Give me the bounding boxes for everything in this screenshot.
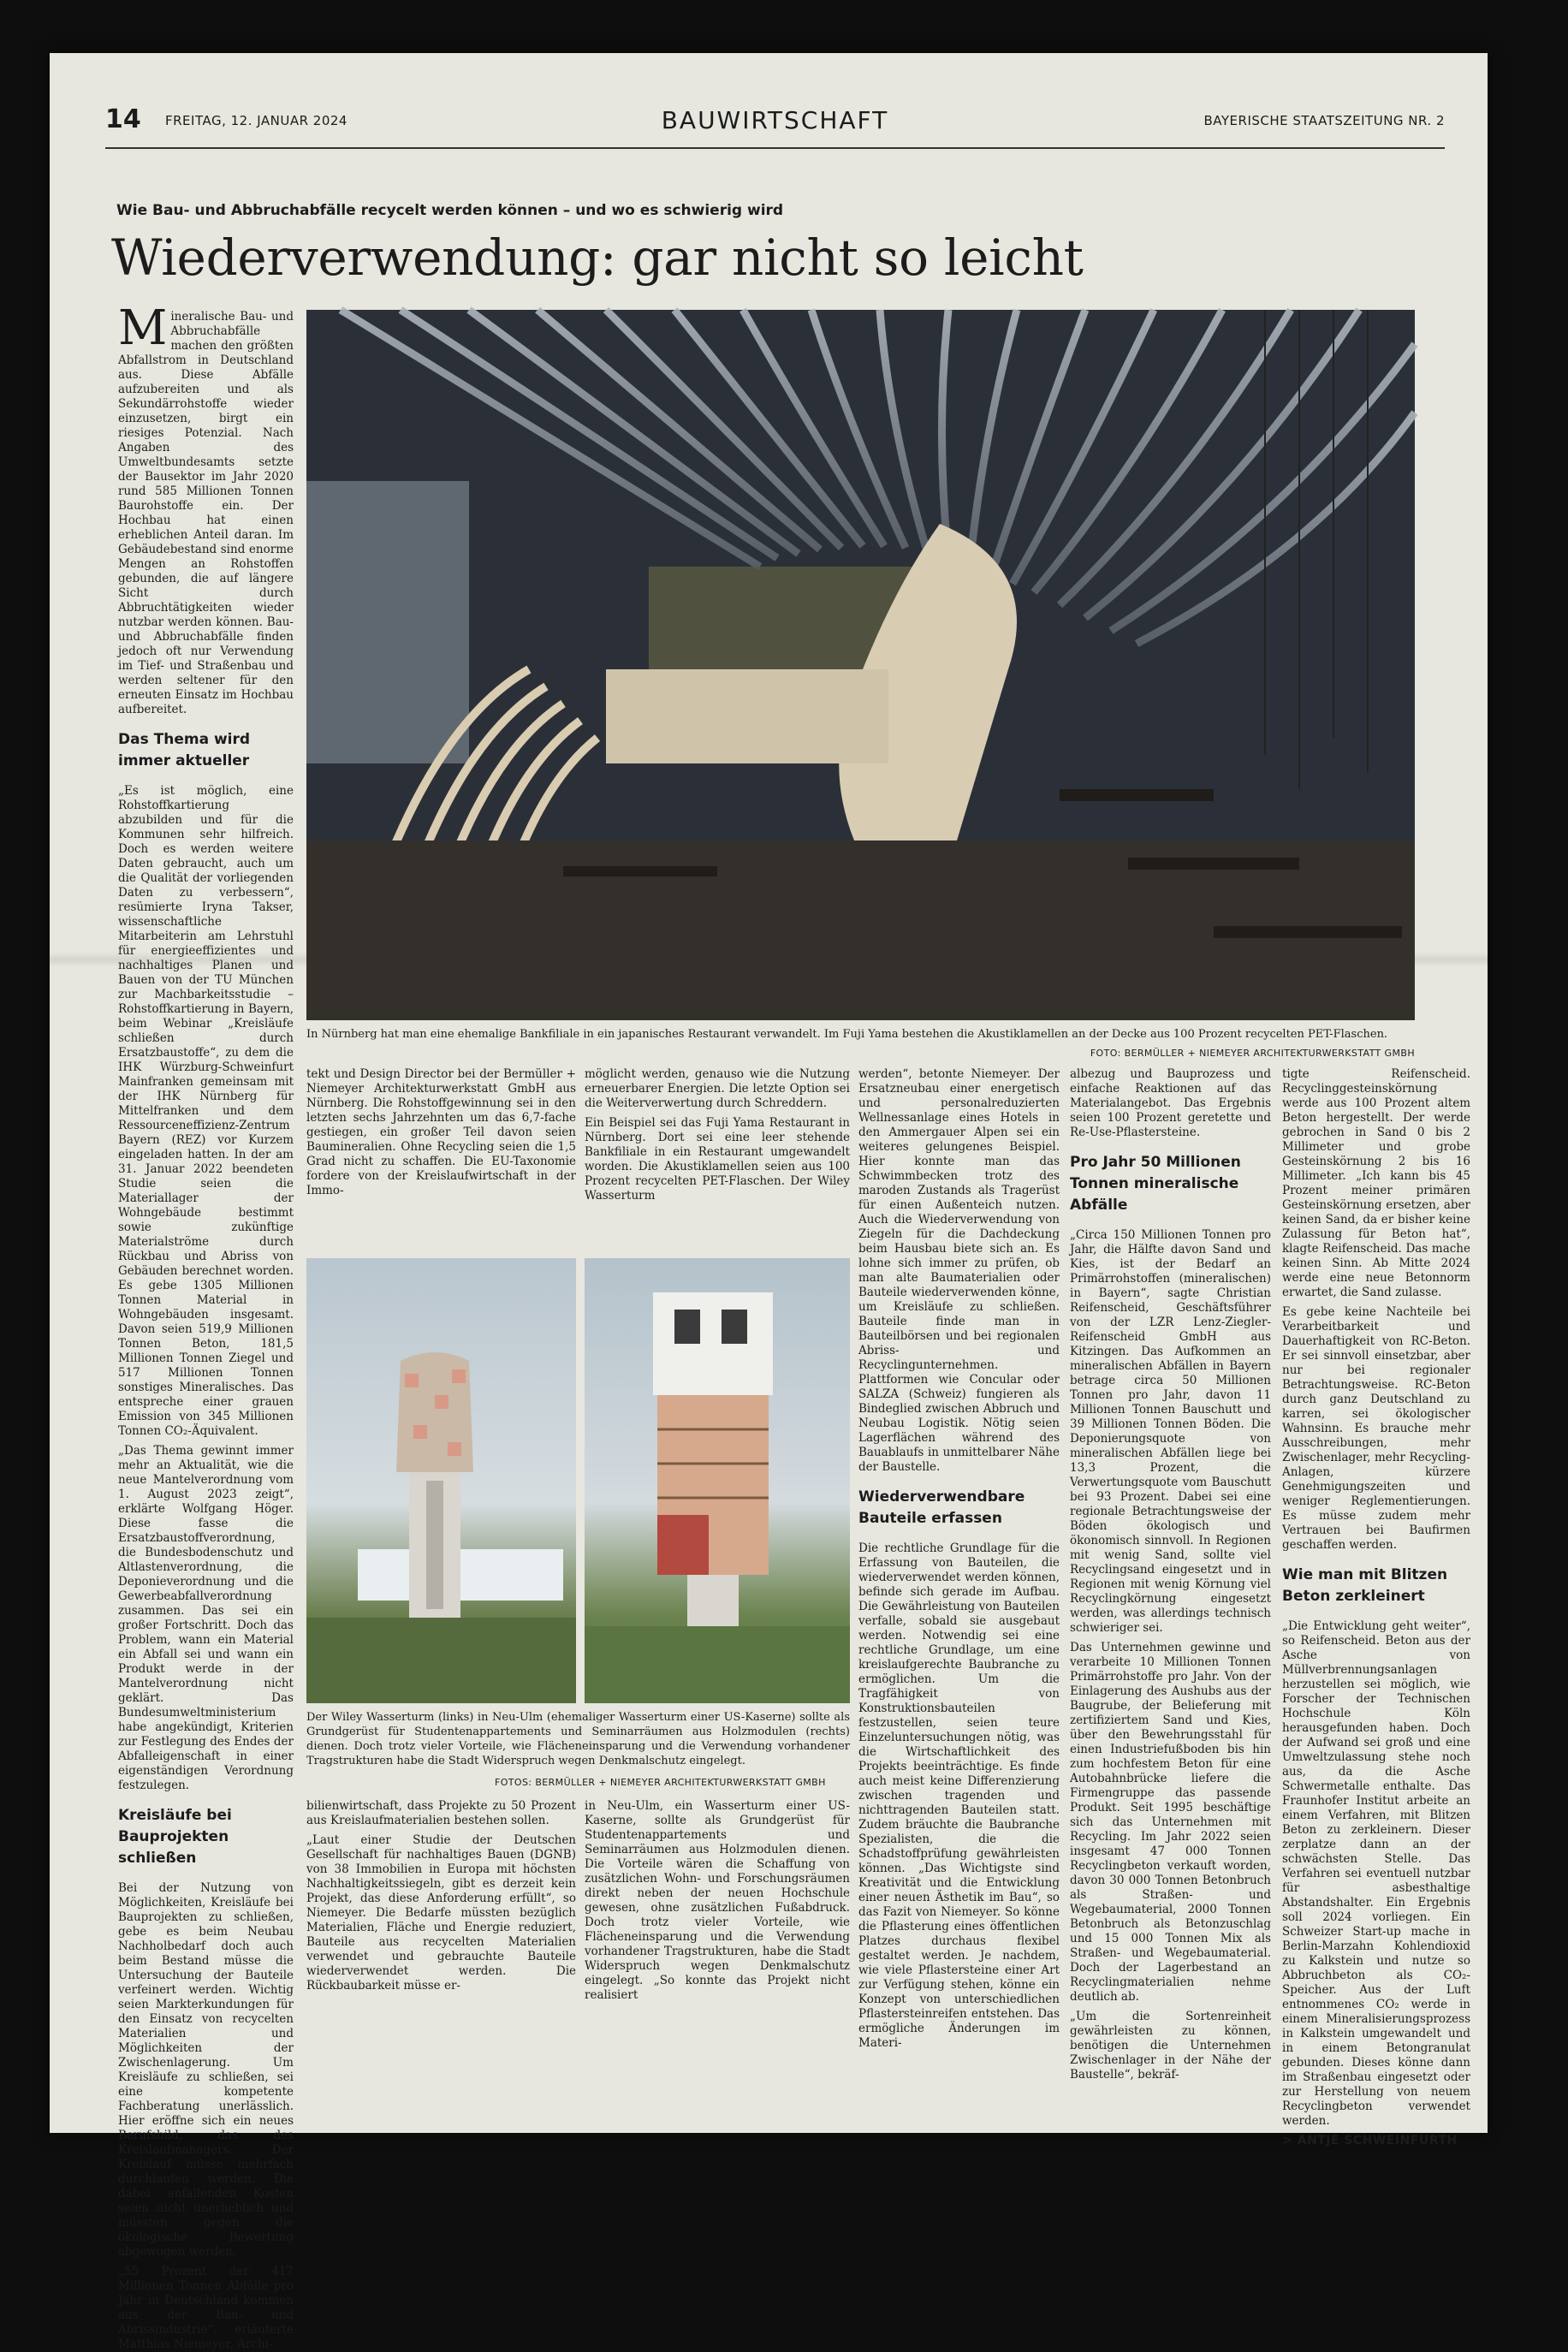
column-2-bottom — [306, 1799, 576, 2103]
timber-module-rendering — [585, 1258, 850, 1703]
tower-photo-credit: FOTOS: BERMÜLLER + NIEMEYER ARCHITEKTURWERKSTATT GMBH — [495, 1777, 826, 1788]
column-3-bottom — [585, 1799, 850, 2103]
restaurant-photo-credit: FOTO: BERMÜLLER + NIEMEYER ARCHITEKTURWERKSTATT GMBH — [1090, 1048, 1415, 1059]
column-6-text — [1282, 1067, 1470, 2147]
subheading-kreislaeufe: Kreisläufe bei Bauprojekten schließen — [118, 1807, 232, 1867]
issue-date: FREITAG, 12. JANUAR 2024 — [165, 113, 347, 128]
column-5 — [1070, 1067, 1271, 2103]
article-kicker: Wie Bau- und Abbruchabfälle recycelt werden können – und wo es schwierig wird — [116, 202, 784, 219]
page-number: 14 — [105, 104, 141, 134]
restaurant-interior-illustration — [306, 310, 1415, 1020]
subheading-tonnen: Pro Jahr 50 Millionen Tonnen mineralische Abfälle — [1070, 1154, 1241, 1214]
intro-paragraph: Mineralische Bau- und Abbruchabfälle machen den größten Abfallstrom in Deutschland aus. Diese Abfälle aufzubereiten und als Sekundärrohstoffe wieder einzusetzen, birgt ein riesiges Potenzial. Nach Angaben des Umweltbundesamts setzte der Bausektor im Jahr 2020 rund 585 Millionen Tonnen Baurohstoffe ein. Der Hochbau hat einen erheblichen Anteil daran. Im Gebäudebestand sind enorme Mengen an Rohstoffen gebunden, die auf längere Sicht durch Abbruchtätigkeiten wieder nutzbar werden können. Bau- und Abbruchabfälle finden jedoch oft nur Verwendung im Tief- und Straßenbau und werden seltener für den erneuten Einsatz im Hochbau aufbereitet. — [118, 300, 294, 716]
header-rule — [105, 147, 1445, 149]
paragraph: albezug und Bauprozess und einfache Reaktionen auf das Materialangebot. Das Ergebnis seien 100 Prozent geretette und Re-Use-Pflastersteine. — [1070, 1067, 1271, 1139]
article-headline: Wiederverwendung: gar nicht so leicht — [111, 229, 1084, 287]
paragraph: tigte Reifenscheid. Recyclinggesteinskörnung werde aus 100 Prozent altem Beton hergestellt. Der werde gebrochen in Sand 0 bis 2 Millimeter und grobe Gesteinskörnung 2 bis 16 Millimeter. „Ich kann bis 45 Prozent meiner primären Gesteinskörnung ersetzen, aber keinen Sand, da er bisher keine Zulassung für Beton hat“, klagte Reifenscheid. Das mache keinen Sinn. Ab Mitte 2024 werde eine neue Betonnorm erwartet, die Sand zulasse. — [1282, 1067, 1470, 1299]
water-tower-illustration — [306, 1258, 576, 1703]
subheading-blitzen: Wie man mit Blitzen Beton zerkleinert — [1282, 1566, 1448, 1605]
subheading-thema: Das Thema wird immer aktueller — [118, 731, 251, 769]
restaurant-photo — [306, 310, 1415, 1020]
tower-photo-caption: Der Wiley Wasserturm (links) in Neu-Ulm (ehemaliger Wasserturm einer US-Kaserne) sollte als Grundgerüst für Studentenappartements und Seminarräumen aus Holzmodulen (rechts) dienen. Doch trotz vieler Vorteile, wie Flächeneinsparung und die Verwendung vorhandener Tragstrukturen habe die Stadt Widerspruch wegen Denkmalschutz eingelegt. — [306, 1711, 850, 1767]
paragraph: „Das Thema gewinnt immer mehr an Aktualität, wie die neue Mantelverordnung vom 1. August 2023 zeigt“, erklärte Wolfgang Höger. Diese fasse die Ersatzbaustoffverordnung, die Bundesbodenschutz und Altlastenverordnung, die Deponieverordnung und die Gewerbeabfallverordnung zusammen. Das sei ein großer Fortschritt. Doch das Problem, wann ein Material ein Abfall sei und wann ein Produkt werde in der Mantelverordnung nicht geklärt. Das Bundesumweltministerium habe angekündigt, Kriterien zur Festlegung des Endes der Abfalleigenschaft in einer eigenständigen Verordnung festzulegen. — [118, 1444, 294, 1792]
paragraph: bilienwirtschaft, dass Projekte zu 50 Prozent aus Kreislaufmaterialien bestehen sollen. — [306, 1799, 576, 1827]
paragraph: Das Unternehmen gewinne und verarbeite 10 Millionen Tonnen Primärrohstoffe pro Jahr. Von der Einlagerung des Aushubs aus der Baugrube, der Belieferung mit zertifiziertem Sand und Kies, über den Bewehrungsstahl für einen Industriefußboden bis hin zum hochfestem Beton für eine Autobahnbrücke liefere die Firmengruppe das passende Produkt. Seit 1995 beschäftige sich das Unternehmen mit Recycling. Im Jahr 2022 seien insgesamt 47 000 Tonnen Recyclingbeton verkauft worden, davon 30 000 Tonnen Betonbruch als Straßen- und Wegebaumaterial, 2000 Tonnen Betonbruch als Betonzuschlag und 15 000 Tonnen Mix als Straßen- und Wegebaumaterial. Doch der Lagerbestand an Recyclingmaterialien nehme deutlich ab. — [1070, 1641, 1271, 2004]
column-2-top — [306, 1067, 576, 1256]
paragraph: in Neu-Ulm, ein Wasserturm einer US-Kaserne, sollte als Grundgerüst für Studentenappartements und Seminarräumen aus Holzmodulen dienen. Die Vorteile wären die Schaffung von zusätzlichen Wohn- und Forschungsräumen direkt neben der neuen Hochschule gewesen, ohne zusätzlichen Fußabdruck. Doch trotz vieler Vorteile, wie Flächeneinsparung und die Verwendung vorhandener Tragstrukturen, habe die Stadt Widerspruch wegen Denkmalschutz eingelegt. „So konnte das Projekt nicht realisiert — [585, 1799, 850, 2002]
water-tower-photo — [306, 1258, 576, 1703]
paragraph: Bei der Nutzung von Möglichkeiten, Kreisläufe bei Bauprojekten zu schließen, gebe es beim Neubau Nachholbedarf doch auch beim Bestand müsse die Untersuchung der Bauteile verfeinert werden. Wichtig seien Markterkundungen für den Einsatz von recycelten Materialien und Möglichkeiten der Zwischenlagerung. Um Kreisläufe zu schließen, sei eine kompetente Fachberatung unerlässlich. Hier eröffne sich ein neues Berufsbild, das des Kreislaufmanagers. Der Kreislauf müsse mehrfach durchlaufen werden. Die dabei anfallenden Kosten seien nicht unerheblich und müssten gegen die ökologische Bewertung abgewogen werden. — [118, 1881, 294, 2259]
paragraph: möglicht werden, genauso wie die Nutzung erneuerbarer Energien. Die letzte Option sei die Weiterverwertung durch Schreddern. — [585, 1067, 850, 1110]
column-1 — [118, 300, 294, 2351]
column-3-top — [585, 1067, 850, 1256]
newspaper-name: BAYERISCHE STAATSZEITUNG NR. 2 — [1203, 113, 1445, 128]
section-title: BAUWIRTSCHAFT — [661, 106, 889, 134]
drop-cap: M — [118, 300, 168, 356]
subheading-bauteile: Wiederverwendbare Bauteile erfassen — [858, 1488, 1025, 1527]
paragraph: Es gebe keine Nachteile bei Verarbeitbarkeit und Dauerhaftigkeit von RC-Beton. Er sei sinnvoll einsetzbar, aber nur bei regionaler Betrachtungsweise. RC-Beton durch ganz Deutschland zu karren, sei ökologischer Wahnsinn. Es brauche mehr Ausschreibungen, mehr Zwischenlager, mehr Recycling-Anlagen, kürzere Genehmigungszeiten und weniger Reglementierungen. Es müsse zudem mehr Vertrauen bei Baufirmen geschaffen werden. — [1282, 1305, 1470, 1552]
tower-conversion-illustration — [585, 1258, 850, 1703]
paragraph: „55 Prozent der 417 Millionen Tonnen Abfälle pro Jahr in Deutschland kommen aus der Bau- und Abrissindustrie“, erläuterte Matthias Niemeyer, Archi- — [118, 2265, 294, 2351]
paragraph: „Es ist möglich, eine Rohstoffkartierung abzubilden und für die Kommunen sehr hilfreich. Doch es werden weitere Daten gebraucht, auch um die Qualität der vorliegenden Daten zu verbessern“, resümierte Iryna Takser, wissenschaftliche Mitarbeiterin am Lehrstuhl für energieeffizientes und nachhaltiges Planen und Bauen von der TU München zur Machbarkeitsstudie – Rohstoffkartierung in Bayern, beim Webinar „Kreisläufe schließen durch Ersatzbaustoffe“, zu dem die IHK Würzburg-Schweinfurt Mainfranken gemeinsam mit der IHK Nürnberg für Mittelfranken und dem Ressourceneffizienz-Zentrum Bayern (REZ) vor Kurzem eingeladen hatten. In der am 31. Januar 2022 beendeten Studie seien die Materiallager der Wohngebäude bestimmt sowie zukünftige Materialströme durch Rückbau und Abriss von Gebäuden berechnet worden. Es gebe 1305 Millionen Tonnen Material in Wohngebäuden insgesamt. Davon seien 519,9 Millionen Tonnen Beton, 181,5 Millionen Tonnen Ziegel und 517 Millionen Tonnen sonstiges Mineralisches. Das entspreche einer grauen Emission von 345 Millionen Tonnen CO₂-Äquivalent. — [118, 784, 294, 1438]
newspaper-page — [50, 53, 1488, 2351]
paragraph: Die rechtliche Grundlage für die Erfassung von Bauteilen, die wiederverwendet werden können, befinde sich gerade im Aufbau. Die Gewährleistung von Bauteilen verfalle, sobald sie ausgebaut werden. Notwendig sei eine rechtliche Grundlage, um eine kreislaufgerechte Baubranche zu ermöglichen. Um die Tragfähigkeit von Konstruktionsbauteilen festzustellen, seien teure Einzeluntersuchungen nötig, was die Wirtschaftlichkeit des Projekts beeinträchtige. Es finde auch meist keine Differenzierung zwischen tragenden und nichttragenden Bauteilen statt. Zudem bräuchte die Baubranche Spezialisten, die die Schadstoffprüfung gewährleisten können. „Das Wichtigste sind Kreativität und die Entwicklung einer neuen Ästhetik im Bau“, so das Fazit von Niemeyer. So könne die Pflasterung eines öffentlichen Platzes durchaus flexibel gestaltet werden. Je nachdem, wie viele Pflastersteine einer Art zur Verfügung stehen, könne ein Konzept von unterschiedlichen Pflastersteinreifen entstehen. Das ermögliche Änderungen im Materi- — [858, 1541, 1060, 2050]
paragraph: tekt und Design Director bei der Bermüller + Niemeyer Architekturwerkstatt GmbH aus Nürnberg. Die Rohstoffgewinnung sei in den letzten sechs Jahrzehnten um das 6,7-fache gestiegen, ein großer Teil davon seien Baumineralien. Ohne Recycling seien die 1,5 Grad nicht zu schaffen. Die EU-Taxonomie fordere von der Kreislaufwirtschaft in der Immo- — [306, 1067, 576, 1197]
page-header — [105, 104, 1445, 144]
paragraph: „Laut einer Studie der Deutschen Gesellschaft für nachhaltiges Bauen (DGNB) von 38 Immobilien in Europa mit höchsten Nachhaltigkeitssiegeln, gibt es derzeit kein Projekt, das diese Anforderung erfüllt“, so Niemeyer. Die Bedarfe müssten bezüglich Materialien, Fläche und Energie reduziert, Bauteile aus recycelten Materialien verwendet und gebrauchte Bauteile wiederverwendet werden. Die Rückbaubarkeit müsse er- — [306, 1833, 576, 1993]
paragraph: Ein Beispiel sei das Fuji Yama Restaurant in Nürnberg. Dort sei eine leer stehende Bankfiliale in ein Restaurant umgewandelt worden. Die Akustiklamellen seien aus 100 Prozent recycelten PET-Flaschen. Der Wiley Wasserturm — [585, 1116, 850, 1203]
paragraph: „Die Entwicklung geht weiter“, so Reifenscheid. Beton aus der Asche von Müllverbrennungsanlagen herzustellen sei möglich, wie Forscher der Technischen Hochschule Köln herausgefunden haben. Doch der Aufwand sei groß und eine Umweltzulassung stehe noch aus, da die Asche Schwermetalle enthalte. Das Fraunhofer Institut arbeite an einem Verfahren, mit Blitzen Beton zu zerkleinern. Dieser zerplatze dann an der schwächsten Stelle. Das Verfahren sei eventuell nutzbar für asbesthaltige Abstandshalter. Ein Ergebnis soll 2024 vorliegen. Ein Schweizer Start-up mache in Berlin-Marzahn Kohlendioxid zu Kalkstein und nutze so Abbruchbeton als CO₂-Speicher. Aus der Luft entnommenes CO₂ werde in einem Mineralisierungsprozess in Kalkstein umgewandelt und in einem Betongranulat gebunden. Dieses könne dann im Straßenbau eingesetzt oder zur Herstellung von neuem Recyclingbeton verwendet werden. — [1282, 1619, 1470, 2128]
paragraph: werden“, betonte Niemeyer. Der Ersatzneubau einer energetisch und personalreduzierten Wellnessanlage eines Hotels in den Ammergauer Alpen sei ein weiteres gelungenes Beispiel. Hier konnte man das Schwimmbecken trotz des maroden Zustands als Tragerüst für einen Außenteich nutzen. Auch die Wiederverwendung von Ziegeln für die Dachdeckung beim Hausbau biete sich an. Es lohne sich immer zu prüfen, ob man alte Baumaterialien oder Bauteile wiederverwenden könne, um Kreisläufe zu schließen. Bauteile finde man in Bauteilbörsen und bei regionalen Abriss- und Recyclingunternehmen. Plattformen wie Concular oder SALZA (Schweiz) fungieren als Bindeglied zwischen Abbruch und Neubau Logistik. Nötig seien Lagerflächen während des Bauablaufs in unmittelbarer Nähe der Baustelle. — [858, 1067, 1060, 1474]
paragraph: „Circa 150 Millionen Tonnen pro Jahr, die Hälfte davon Sand und Kies, ist der Bedarf an Primärrohstoffen (mineralischen) in Bayern“, sagte Christian Reifenscheid, Geschäftsführer von der LZR Lenz-Ziegler-Reifenscheid GmbH aus Kitzingen. Das Aufkommen an mineralischen Abfällen in Bayern betrage circa 50 Millionen Tonnen pro Jahr, davon 11 Millionen Tonnen Bauschutt und 39 Millionen Tonnen Böden. Die Deponierungsquote von mineralischen Abfällen liege bei 13,3 Prozent, die Verwertungsquote vom Bauschutt bei 93 Prozent. Dabei sei eine regionale Betrachtungsweise der Böden ökologisch und ökonomisch sinnvoll. In Regionen mit wenig Sand, sollte viel Recyclingsand eingesetzt und in Regionen mit wenig Körnung viel Recyclingkörnung eingesetzt werden, was allerdings technisch schwieriger sei. — [1070, 1228, 1271, 1635]
column-4 — [858, 1067, 1060, 2103]
restaurant-photo-caption: In Nürnberg hat man eine ehemalige Bankfiliale in ein japanisches Restaurant verwandelt. Im Fuji Yama bestehen die Akustiklamellen an der Decke aus 100 Prozent recycelten PET-Flaschen. — [306, 1028, 1388, 1041]
paragraph: „Um die Sortenreinheit gewährleisten zu können, benötigen die Unternehmen Zwischenlager in der Nähe der Baustelle“, bekräf- — [1070, 2010, 1271, 2082]
author-byline: > ANTJE SCHWEINFURTH — [1282, 2134, 1458, 2147]
